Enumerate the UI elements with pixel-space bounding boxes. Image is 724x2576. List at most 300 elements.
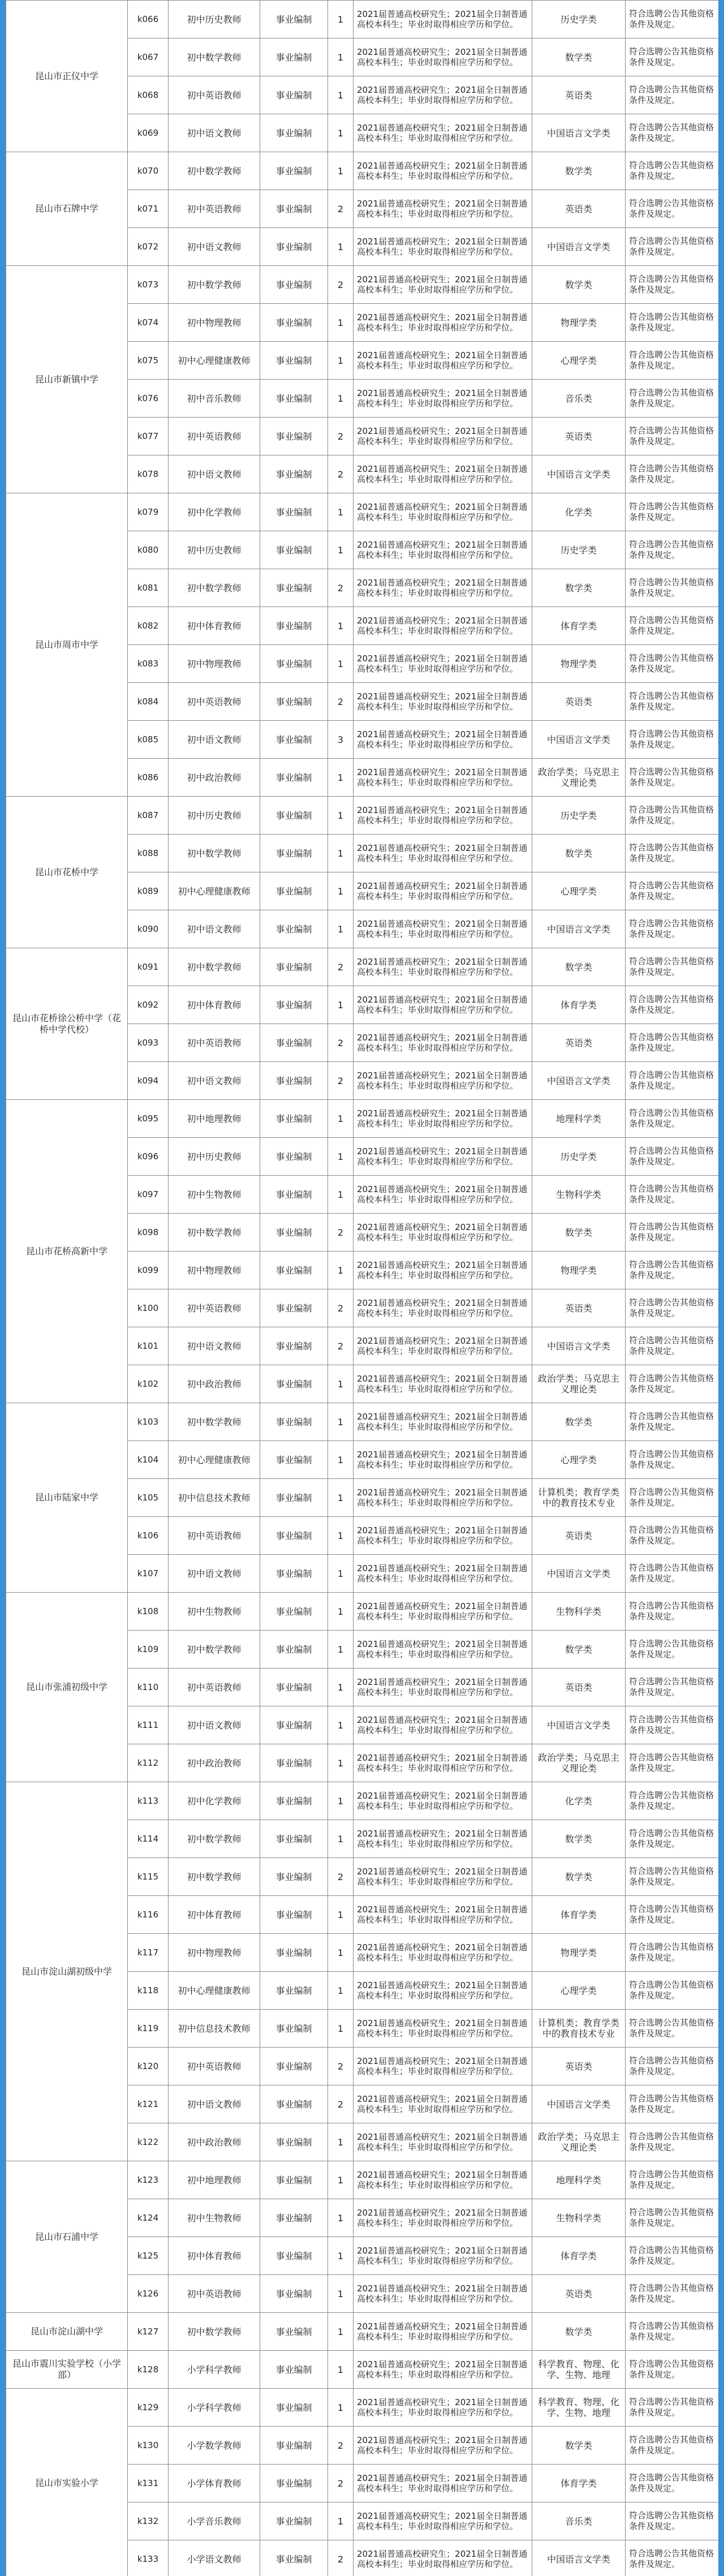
staffing-type-cell: 事业编制 [260, 190, 328, 228]
major-requirement-cell: 历史学类 [532, 1, 626, 38]
staffing-type-cell: 事业编制 [260, 2540, 328, 2576]
post-code-cell: k074 [128, 304, 169, 342]
headcount-cell: 1 [328, 986, 354, 1024]
school-cell: 昆山市花桥徐公桥中学（花桥中学代校） [6, 948, 128, 1100]
major-requirement-cell: 心理学类 [532, 1972, 626, 2010]
post-code-cell: k105 [128, 1479, 169, 1517]
other-conditions-cell: 符合选聘公告其他资格条件及规定。 [626, 1858, 719, 1896]
education-requirement-cell: 2021届普通高校研究生；2021届全日制普通高校本科生；毕业时取得相应学历和学位。 [354, 1593, 532, 1631]
headcount-cell: 1 [328, 76, 354, 114]
other-conditions-cell: 符合选聘公告其他资格条件及规定。 [626, 2502, 719, 2540]
education-requirement-cell: 2021届普通高校研究生；2021届全日制普通高校本科生；毕业时取得相应学历和学位。 [354, 228, 532, 266]
major-requirement-cell: 英语类 [532, 1517, 626, 1555]
education-requirement-cell: 2021届普通高校研究生；2021届全日制普通高校本科生；毕业时取得相应学历和学位。 [354, 380, 532, 418]
post-name-cell: 小学科学教师 [169, 2389, 260, 2427]
headcount-cell: 1 [328, 2351, 354, 2389]
staffing-type-cell: 事业编制 [260, 418, 328, 455]
post-name-cell: 初中语文教师 [169, 114, 260, 152]
education-requirement-cell: 2021届普通高校研究生；2021届全日制普通高校本科生；毕业时取得相应学历和学位。 [354, 1972, 532, 2010]
post-code-cell: k067 [128, 38, 169, 76]
headcount-cell: 1 [328, 1, 354, 38]
other-conditions-cell: 符合选聘公告其他资格条件及规定。 [626, 228, 719, 266]
major-requirement-cell: 数学类 [532, 835, 626, 872]
staffing-type-cell: 事业编制 [260, 266, 328, 304]
major-requirement-cell: 英语类 [532, 76, 626, 114]
post-name-cell: 初中语文教师 [169, 455, 260, 493]
education-requirement-cell: 2021届普通高校研究生；2021届全日制普通高校本科生；毕业时取得相应学历和学位。 [354, 948, 532, 986]
headcount-cell: 1 [328, 1896, 354, 1934]
other-conditions-cell: 符合选聘公告其他资格条件及规定。 [626, 2389, 719, 2427]
staffing-type-cell: 事业编制 [260, 721, 328, 759]
school-cell: 昆山市周市中学 [6, 493, 128, 797]
headcount-cell: 3 [328, 721, 354, 759]
staffing-type-cell: 事业编制 [260, 759, 328, 797]
post-code-cell: k085 [128, 721, 169, 759]
staffing-type-cell: 事业编制 [260, 910, 328, 948]
post-name-cell: 初中物理教师 [169, 304, 260, 342]
major-requirement-cell: 政治学类；马克思主义理论类 [532, 1365, 626, 1403]
post-name-cell: 初中语文教师 [169, 910, 260, 948]
post-code-cell: k118 [128, 1972, 169, 2010]
post-name-cell: 初中数学教师 [169, 835, 260, 872]
post-code-cell: k128 [128, 2351, 169, 2389]
post-code-cell: k129 [128, 2389, 169, 2427]
table-row [6, 797, 719, 835]
headcount-cell: 1 [328, 2010, 354, 2048]
post-code-cell: k068 [128, 76, 169, 114]
post-code-cell: k120 [128, 2048, 169, 2085]
headcount-cell: 1 [328, 304, 354, 342]
education-requirement-cell: 2021届普通高校研究生；2021届全日制普通高校本科生；毕业时取得相应学历和学位。 [354, 1555, 532, 1593]
headcount-cell: 1 [328, 1820, 354, 1858]
post-code-cell: k113 [128, 1782, 169, 1820]
other-conditions-cell: 符合选聘公告其他资格条件及规定。 [626, 1555, 719, 1593]
table-row [6, 1593, 719, 1631]
post-name-cell: 初中数学教师 [169, 569, 260, 607]
headcount-cell: 1 [328, 2199, 354, 2237]
post-name-cell: 初中英语教师 [169, 2048, 260, 2085]
staffing-type-cell: 事业编制 [260, 380, 328, 418]
post-name-cell: 初中体育教师 [169, 1896, 260, 1934]
staffing-type-cell: 事业编制 [260, 2275, 328, 2313]
table-row [6, 2389, 719, 2427]
other-conditions-cell: 符合选聘公告其他资格条件及规定。 [626, 2010, 719, 2048]
post-name-cell: 小学体育教师 [169, 2465, 260, 2502]
post-code-cell: k133 [128, 2540, 169, 2576]
school-cell: 昆山市正仪中学 [6, 1, 128, 152]
major-requirement-cell: 政治学类；马克思主义理论类 [532, 759, 626, 797]
headcount-cell: 1 [328, 1441, 354, 1479]
other-conditions-cell: 符合选聘公告其他资格条件及规定。 [626, 1403, 719, 1441]
major-requirement-cell: 数学类 [532, 1820, 626, 1858]
other-conditions-cell: 符合选聘公告其他资格条件及规定。 [626, 1289, 719, 1327]
post-code-cell: k117 [128, 1934, 169, 1972]
major-requirement-cell: 英语类 [532, 190, 626, 228]
major-requirement-cell: 中国语言文学类 [532, 2540, 626, 2576]
headcount-cell: 1 [328, 493, 354, 531]
education-requirement-cell: 2021届普通高校研究生；2021届全日制普通高校本科生；毕业时取得相应学历和学位。 [354, 2048, 532, 2085]
post-name-cell: 初中英语教师 [169, 1517, 260, 1555]
staffing-type-cell: 事业编制 [260, 1706, 328, 1744]
major-requirement-cell: 英语类 [532, 1024, 626, 1062]
post-name-cell: 初中数学教师 [169, 948, 260, 986]
staffing-type-cell: 事业编制 [260, 986, 328, 1024]
major-requirement-cell: 政治学类；马克思主义理论类 [532, 2123, 626, 2161]
education-requirement-cell: 2021届普通高校研究生；2021届全日制普通高校本科生；毕业时取得相应学历和学位。 [354, 1289, 532, 1327]
post-code-cell: k098 [128, 1214, 169, 1252]
other-conditions-cell: 符合选聘公告其他资格条件及规定。 [626, 1176, 719, 1214]
major-requirement-cell: 英语类 [532, 683, 626, 721]
education-requirement-cell: 2021届普通高校研究生；2021届全日制普通高校本科生；毕业时取得相应学历和学位。 [354, 2199, 532, 2237]
post-name-cell: 初中英语教师 [169, 683, 260, 721]
education-requirement-cell: 2021届普通高校研究生；2021届全日制普通高校本科生；毕业时取得相应学历和学位。 [354, 1479, 532, 1517]
headcount-cell: 1 [328, 2389, 354, 2427]
post-name-cell: 初中数学教师 [169, 1631, 260, 1668]
post-name-cell: 初中心理健康教师 [169, 1441, 260, 1479]
post-code-cell: k096 [128, 1138, 169, 1176]
post-name-cell: 初中政治教师 [169, 1744, 260, 1782]
headcount-cell: 1 [328, 1365, 354, 1403]
education-requirement-cell: 2021届普通高校研究生；2021届全日制普通高校本科生；毕业时取得相应学历和学位。 [354, 2237, 532, 2275]
post-code-cell: k111 [128, 1706, 169, 1744]
post-code-cell: k122 [128, 2123, 169, 2161]
education-requirement-cell: 2021届普通高校研究生；2021届全日制普通高校本科生；毕业时取得相应学历和学位。 [354, 607, 532, 645]
staffing-type-cell: 事业编制 [260, 1934, 328, 1972]
staffing-type-cell: 事业编制 [260, 2351, 328, 2389]
major-requirement-cell: 物理学类 [532, 1252, 626, 1289]
post-code-cell: k109 [128, 1631, 169, 1668]
education-requirement-cell: 2021届普通高校研究生；2021届全日制普通高校本科生；毕业时取得相应学历和学位。 [354, 190, 532, 228]
education-requirement-cell: 2021届普通高校研究生；2021届全日制普通高校本科生；毕业时取得相应学历和学位。 [354, 2010, 532, 2048]
post-code-cell: k071 [128, 190, 169, 228]
major-requirement-cell: 中国语言文学类 [532, 910, 626, 948]
other-conditions-cell: 符合选聘公告其他资格条件及规定。 [626, 797, 719, 835]
post-name-cell: 初中数学教师 [169, 1403, 260, 1441]
headcount-cell: 1 [328, 1479, 354, 1517]
school-cell: 昆山市石牌中学 [6, 152, 128, 266]
post-code-cell: k100 [128, 1289, 169, 1327]
other-conditions-cell: 符合选聘公告其他资格条件及规定。 [626, 152, 719, 190]
post-name-cell: 初中体育教师 [169, 986, 260, 1024]
education-requirement-cell: 2021届普通高校研究生；2021届全日制普通高校本科生；毕业时取得相应学历和学位。 [354, 1517, 532, 1555]
other-conditions-cell: 符合选聘公告其他资格条件及规定。 [626, 2123, 719, 2161]
staffing-type-cell: 事业编制 [260, 1062, 328, 1100]
post-code-cell: k114 [128, 1820, 169, 1858]
post-code-cell: k072 [128, 228, 169, 266]
education-requirement-cell: 2021届普通高校研究生；2021届全日制普通高校本科生；毕业时取得相应学历和学位。 [354, 2123, 532, 2161]
staffing-type-cell: 事业编制 [260, 948, 328, 986]
post-code-cell: k087 [128, 797, 169, 835]
staffing-type-cell: 事业编制 [260, 2389, 328, 2427]
headcount-cell: 1 [328, 1706, 354, 1744]
post-name-cell: 初中政治教师 [169, 1365, 260, 1403]
post-name-cell: 初中心理健康教师 [169, 1972, 260, 2010]
other-conditions-cell: 符合选聘公告其他资格条件及规定。 [626, 1668, 719, 1706]
education-requirement-cell: 2021届普通高校研究生；2021届全日制普通高校本科生；毕业时取得相应学历和学位。 [354, 342, 532, 380]
headcount-cell: 2 [328, 2465, 354, 2502]
post-name-cell: 初中英语教师 [169, 1289, 260, 1327]
other-conditions-cell: 符合选聘公告其他资格条件及规定。 [626, 1896, 719, 1934]
post-code-cell: k116 [128, 1896, 169, 1934]
headcount-cell: 1 [328, 2313, 354, 2351]
headcount-cell: 1 [328, 1744, 354, 1782]
headcount-cell: 2 [328, 1858, 354, 1896]
education-requirement-cell: 2021届普通高校研究生；2021届全日制普通高校本科生；毕业时取得相应学历和学位。 [354, 1365, 532, 1403]
staffing-type-cell: 事业编制 [260, 1289, 328, 1327]
post-code-cell: k093 [128, 1024, 169, 1062]
other-conditions-cell: 符合选聘公告其他资格条件及规定。 [626, 1327, 719, 1365]
staffing-type-cell: 事业编制 [260, 1668, 328, 1706]
staffing-type-cell: 事业编制 [260, 2427, 328, 2465]
headcount-cell: 1 [328, 2161, 354, 2199]
staffing-type-cell: 事业编制 [260, 2010, 328, 2048]
other-conditions-cell: 符合选聘公告其他资格条件及规定。 [626, 1631, 719, 1668]
major-requirement-cell: 生物科学类 [532, 2199, 626, 2237]
post-code-cell: k119 [128, 2010, 169, 2048]
headcount-cell: 1 [328, 1972, 354, 2010]
post-name-cell: 初中数学教师 [169, 2313, 260, 2351]
major-requirement-cell: 历史学类 [532, 797, 626, 835]
staffing-type-cell: 事业编制 [260, 531, 328, 569]
staffing-type-cell: 事业编制 [260, 1555, 328, 1593]
post-code-cell: k102 [128, 1365, 169, 1403]
school-cell: 昆山市淀山湖中学 [6, 2313, 128, 2351]
post-name-cell: 初中音乐教师 [169, 380, 260, 418]
major-requirement-cell: 体育学类 [532, 2465, 626, 2502]
other-conditions-cell: 符合选聘公告其他资格条件及规定。 [626, 1252, 719, 1289]
other-conditions-cell: 符合选聘公告其他资格条件及规定。 [626, 1138, 719, 1176]
education-requirement-cell: 2021届普通高校研究生；2021届全日制普通高校本科生；毕业时取得相应学历和学位。 [354, 493, 532, 531]
table-row [6, 152, 719, 190]
headcount-cell: 1 [328, 531, 354, 569]
major-requirement-cell: 历史学类 [532, 531, 626, 569]
education-requirement-cell: 2021届普通高校研究生；2021届全日制普通高校本科生；毕业时取得相应学历和学位。 [354, 1744, 532, 1782]
major-requirement-cell: 心理学类 [532, 342, 626, 380]
headcount-cell: 1 [328, 1668, 354, 1706]
other-conditions-cell: 符合选聘公告其他资格条件及规定。 [626, 986, 719, 1024]
major-requirement-cell: 数学类 [532, 152, 626, 190]
major-requirement-cell: 物理学类 [532, 304, 626, 342]
major-requirement-cell: 音乐类 [532, 380, 626, 418]
education-requirement-cell: 2021届普通高校研究生；2021届全日制普通高校本科生；毕业时取得相应学历和学位。 [354, 1668, 532, 1706]
post-name-cell: 初中生物教师 [169, 1593, 260, 1631]
headcount-cell: 2 [328, 683, 354, 721]
major-requirement-cell: 英语类 [532, 2048, 626, 2085]
major-requirement-cell: 物理学类 [532, 1934, 626, 1972]
post-code-cell: k099 [128, 1252, 169, 1289]
post-code-cell: k131 [128, 2465, 169, 2502]
post-name-cell: 初中语文教师 [169, 1327, 260, 1365]
major-requirement-cell: 地理科学类 [532, 2161, 626, 2199]
post-code-cell: k082 [128, 607, 169, 645]
school-cell: 昆山市花桥高新中学 [6, 1100, 128, 1403]
post-code-cell: k124 [128, 2199, 169, 2237]
headcount-cell: 1 [328, 2123, 354, 2161]
staffing-type-cell: 事业编制 [260, 1744, 328, 1782]
education-requirement-cell: 2021届普通高校研究生；2021届全日制普通高校本科生；毕业时取得相应学历和学位。 [354, 2540, 532, 2576]
education-requirement-cell: 2021届普通高校研究生；2021届全日制普通高校本科生；毕业时取得相应学历和学位。 [354, 1, 532, 38]
other-conditions-cell: 符合选聘公告其他资格条件及规定。 [626, 1593, 719, 1631]
headcount-cell: 1 [328, 1100, 354, 1138]
major-requirement-cell: 心理学类 [532, 872, 626, 910]
post-name-cell: 初中体育教师 [169, 607, 260, 645]
post-code-cell: k066 [128, 1, 169, 38]
post-code-cell: k094 [128, 1062, 169, 1100]
post-code-cell: k080 [128, 531, 169, 569]
education-requirement-cell: 2021届普通高校研究生；2021届全日制普通高校本科生；毕业时取得相应学历和学位。 [354, 2389, 532, 2427]
staffing-type-cell: 事业编制 [260, 114, 328, 152]
headcount-cell: 1 [328, 114, 354, 152]
other-conditions-cell: 符合选聘公告其他资格条件及规定。 [626, 2199, 719, 2237]
education-requirement-cell: 2021届普通高校研究生；2021届全日制普通高校本科生；毕业时取得相应学历和学位。 [354, 1327, 532, 1365]
education-requirement-cell: 2021届普通高校研究生；2021届全日制普通高校本科生；毕业时取得相应学历和学位。 [354, 1214, 532, 1252]
education-requirement-cell: 2021届普通高校研究生；2021届全日制普通高校本科生；毕业时取得相应学历和学位。 [354, 2502, 532, 2540]
post-name-cell: 初中数学教师 [169, 266, 260, 304]
major-requirement-cell: 数学类 [532, 1631, 626, 1668]
major-requirement-cell: 科学教育、物理、化学、生物、地理 [532, 2389, 626, 2427]
post-name-cell: 初中英语教师 [169, 190, 260, 228]
headcount-cell: 2 [328, 418, 354, 455]
post-code-cell: k103 [128, 1403, 169, 1441]
post-code-cell: k097 [128, 1176, 169, 1214]
other-conditions-cell: 符合选聘公告其他资格条件及规定。 [626, 2237, 719, 2275]
school-cell: 昆山市新镇中学 [6, 266, 128, 493]
post-code-cell: k084 [128, 683, 169, 721]
other-conditions-cell: 符合选聘公告其他资格条件及规定。 [626, 493, 719, 531]
post-name-cell: 初中信息技术教师 [169, 1479, 260, 1517]
post-code-cell: k107 [128, 1555, 169, 1593]
school-cell: 昆山市陆家中学 [6, 1403, 128, 1593]
headcount-cell: 1 [328, 1517, 354, 1555]
major-requirement-cell: 英语类 [532, 2275, 626, 2313]
major-requirement-cell: 政治学类；马克思主义理论类 [532, 1744, 626, 1782]
education-requirement-cell: 2021届普通高校研究生；2021届全日制普通高校本科生；毕业时取得相应学历和学位。 [354, 1062, 532, 1100]
post-code-cell: k110 [128, 1668, 169, 1706]
post-name-cell: 初中地理教师 [169, 1100, 260, 1138]
staffing-type-cell: 事业编制 [260, 1517, 328, 1555]
other-conditions-cell: 符合选聘公告其他资格条件及规定。 [626, 114, 719, 152]
post-code-cell: k079 [128, 493, 169, 531]
other-conditions-cell: 符合选聘公告其他资格条件及规定。 [626, 531, 719, 569]
post-name-cell: 初中物理教师 [169, 1934, 260, 1972]
education-requirement-cell: 2021届普通高校研究生；2021届全日制普通高校本科生；毕业时取得相应学历和学位。 [354, 1441, 532, 1479]
staffing-type-cell: 事业编制 [260, 2085, 328, 2123]
headcount-cell: 1 [328, 910, 354, 948]
post-name-cell: 初中心理健康教师 [169, 342, 260, 380]
headcount-cell: 2 [328, 2048, 354, 2085]
staffing-type-cell: 事业编制 [260, 607, 328, 645]
post-name-cell: 小学音乐教师 [169, 2502, 260, 2540]
staffing-type-cell: 事业编制 [260, 1593, 328, 1631]
headcount-cell: 1 [328, 342, 354, 380]
other-conditions-cell: 符合选聘公告其他资格条件及规定。 [626, 455, 719, 493]
headcount-cell: 1 [328, 797, 354, 835]
other-conditions-cell: 符合选聘公告其他资格条件及规定。 [626, 1479, 719, 1517]
education-requirement-cell: 2021届普通高校研究生；2021届全日制普通高校本科生；毕业时取得相应学历和学位。 [354, 986, 532, 1024]
education-requirement-cell: 2021届普通高校研究生；2021届全日制普通高校本科生；毕业时取得相应学历和学位。 [354, 418, 532, 455]
staffing-type-cell: 事业编制 [260, 1403, 328, 1441]
post-name-cell: 初中信息技术教师 [169, 2010, 260, 2048]
post-code-cell: k089 [128, 872, 169, 910]
post-name-cell: 初中英语教师 [169, 76, 260, 114]
headcount-cell: 2 [328, 190, 354, 228]
post-name-cell: 初中语文教师 [169, 1706, 260, 1744]
headcount-cell: 2 [328, 569, 354, 607]
major-requirement-cell: 历史学类 [532, 1138, 626, 1176]
education-requirement-cell: 2021届普通高校研究生；2021届全日制普通高校本科生；毕业时取得相应学历和学位。 [354, 1934, 532, 1972]
post-name-cell: 初中化学教师 [169, 493, 260, 531]
post-name-cell: 初中心理健康教师 [169, 872, 260, 910]
headcount-cell: 1 [328, 1403, 354, 1441]
staffing-type-cell: 事业编制 [260, 493, 328, 531]
post-code-cell: k081 [128, 569, 169, 607]
post-name-cell: 初中数学教师 [169, 1214, 260, 1252]
headcount-cell: 1 [328, 2237, 354, 2275]
staffing-type-cell: 事业编制 [260, 835, 328, 872]
other-conditions-cell: 符合选聘公告其他资格条件及规定。 [626, 2427, 719, 2465]
recruitment-table [6, 0, 718, 2576]
major-requirement-cell: 音乐类 [532, 2502, 626, 2540]
school-cell: 昆山市淀山湖初级中学 [6, 1782, 128, 2161]
post-name-cell: 初中历史教师 [169, 1, 260, 38]
other-conditions-cell: 符合选聘公告其他资格条件及规定。 [626, 2161, 719, 2199]
headcount-cell: 1 [328, 607, 354, 645]
staffing-type-cell: 事业编制 [260, 2161, 328, 2199]
major-requirement-cell: 体育学类 [532, 2237, 626, 2275]
post-code-cell: k121 [128, 2085, 169, 2123]
staffing-type-cell: 事业编制 [260, 1782, 328, 1820]
staffing-type-cell: 事业编制 [260, 1365, 328, 1403]
post-code-cell: k112 [128, 1744, 169, 1782]
table-row [6, 493, 719, 531]
other-conditions-cell: 符合选聘公告其他资格条件及规定。 [626, 910, 719, 948]
other-conditions-cell: 符合选聘公告其他资格条件及规定。 [626, 948, 719, 986]
staffing-type-cell: 事业编制 [260, 1479, 328, 1517]
staffing-type-cell: 事业编制 [260, 872, 328, 910]
headcount-cell: 1 [328, 1631, 354, 1668]
staffing-type-cell: 事业编制 [260, 1327, 328, 1365]
other-conditions-cell: 符合选聘公告其他资格条件及规定。 [626, 1100, 719, 1138]
staffing-type-cell: 事业编制 [260, 1441, 328, 1479]
education-requirement-cell: 2021届普通高校研究生；2021届全日制普通高校本科生；毕业时取得相应学历和学位。 [354, 1782, 532, 1820]
major-requirement-cell: 中国语言文学类 [532, 455, 626, 493]
major-requirement-cell: 中国语言文学类 [532, 1327, 626, 1365]
post-name-cell: 初中数学教师 [169, 1858, 260, 1896]
education-requirement-cell: 2021届普通高校研究生；2021届全日制普通高校本科生；毕业时取得相应学历和学位。 [354, 835, 532, 872]
post-code-cell: k090 [128, 910, 169, 948]
education-requirement-cell: 2021届普通高校研究生；2021届全日制普通高校本科生；毕业时取得相应学历和学位。 [354, 1858, 532, 1896]
headcount-cell: 1 [328, 38, 354, 76]
major-requirement-cell: 计算机类；教育学类中的教育技术专业 [532, 2010, 626, 2048]
major-requirement-cell: 数学类 [532, 1858, 626, 1896]
headcount-cell: 1 [328, 380, 354, 418]
education-requirement-cell: 2021届普通高校研究生；2021届全日制普通高校本科生；毕业时取得相应学历和学位。 [354, 2161, 532, 2199]
major-requirement-cell: 中国语言文学类 [532, 721, 626, 759]
other-conditions-cell: 符合选聘公告其他资格条件及规定。 [626, 2465, 719, 2502]
education-requirement-cell: 2021届普通高校研究生；2021届全日制普通高校本科生；毕业时取得相应学历和学位。 [354, 1100, 532, 1138]
post-name-cell: 初中数学教师 [169, 38, 260, 76]
major-requirement-cell: 数学类 [532, 948, 626, 986]
staffing-type-cell: 事业编制 [260, 2237, 328, 2275]
major-requirement-cell: 化学类 [532, 493, 626, 531]
table-row [6, 1100, 719, 1138]
other-conditions-cell: 符合选聘公告其他资格条件及规定。 [626, 721, 719, 759]
post-name-cell: 初中政治教师 [169, 2123, 260, 2161]
post-name-cell: 小学语文教师 [169, 2540, 260, 2576]
education-requirement-cell: 2021届普通高校研究生；2021届全日制普通高校本科生；毕业时取得相应学历和学位。 [354, 1820, 532, 1858]
major-requirement-cell: 数学类 [532, 1214, 626, 1252]
post-code-cell: k123 [128, 2161, 169, 2199]
